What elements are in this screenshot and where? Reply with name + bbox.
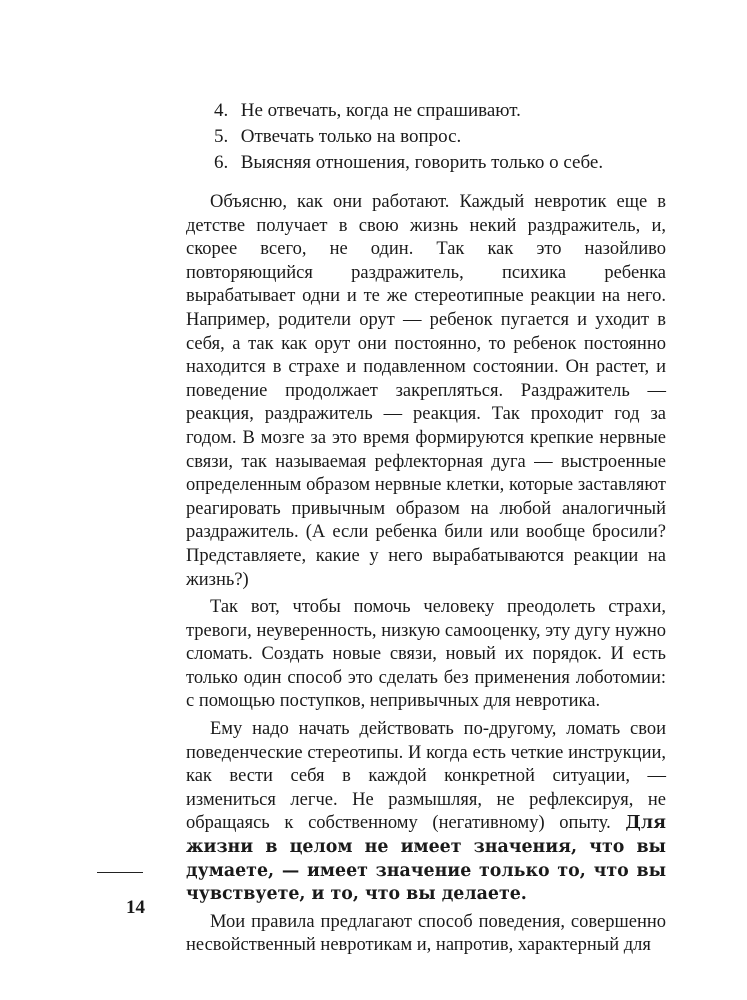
list-item: 4. Не отвечать, когда не спрашивают.: [214, 100, 521, 121]
list-item: 6. Выясняя отношения, говорить только о себе.: [214, 152, 604, 173]
body-text: [186, 191, 666, 958]
footer-rule: [97, 872, 143, 873]
paragraph: Так вот, чтобы помочь человеку преодолеть страхи, тревоги, неуверенность, низкую самооценку, эту дугу нужно сломать. Создать новые связи, новый их порядок. И есть только один способ это сделать без применения лоботомии: с помощью поступков, непривычных для невротика.: [186, 597, 666, 712]
emphasis: Для жизни в целом не имеет значения, что вы думаете, — имеет значение только то, что вы чувствуете, и то, что вы делаете.: [186, 813, 666, 905]
paragraph: Ему надо начать действовать по-другому, ломать свои поведенческие стереотипы. И когда есть четкие инструкции, как вести себя в каждой конкретной ситуации, — измениться легче. Не размышляя, не рефлексируя, не обращаясь к собственному (негативному) опыту. Для жизни в целом не имеет значения, что вы думаете, — имеет значение только то, что вы чувствуете, и то, что вы делаете.: [186, 719, 666, 905]
rules-list: [214, 98, 634, 176]
page-number: 14: [126, 897, 145, 918]
paragraph: Объясню, как они работают. Каждый невротик еще в детстве получает в свою жизнь некий раздражитель, и, скорее всего, не один. Так как это назойливо повторяющийся раздражитель, психика ребенка вырабатывает одни и те же стереотипные реакции на него. Например, родители орут — ребенок пугается и уходит в себя, а так как орут они постоянно, то ребенок постоянно находится в страхе и подавленном состоянии. Он растет, и поведение продолжает закрепляться. Раздражитель — реакция, раздражитель — реакция. Так проходит год за годом. В мозге за это время формируются крепкие нервные связи, так называемая рефлекторная дуга — выстроенные определенным образом нервные клетки, которые заставляют реагировать привычным образом на любой аналогичный раздражитель. (А если ребенка били или вообще бросили? Представляете, какие у него вырабатываются реакции на жизнь?): [186, 192, 666, 590]
paragraph: Мои правила предлагают способ поведения, совершенно несвойственный невротикам и, напротив, характерный для: [186, 911, 666, 956]
list-item: 5. Отвечать только на вопрос.: [214, 126, 462, 147]
